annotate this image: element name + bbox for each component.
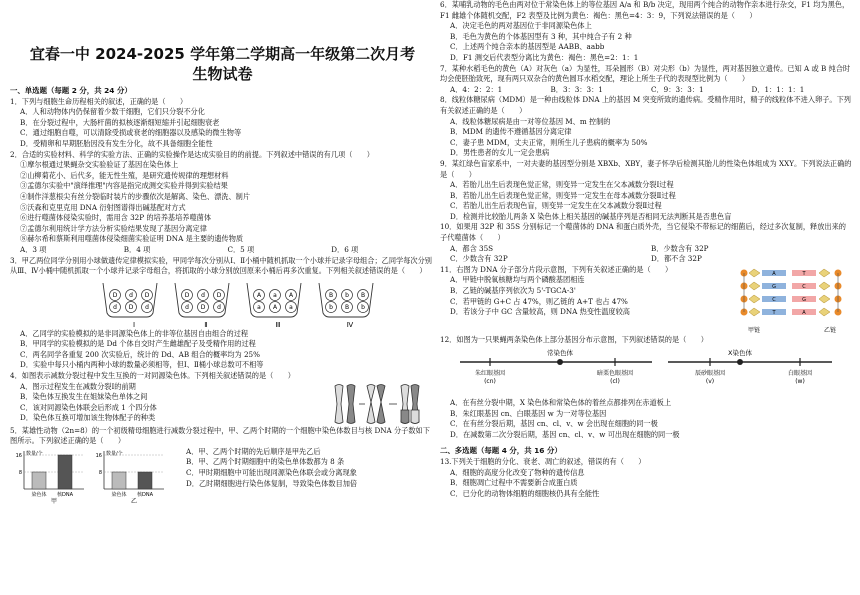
chart-name: 乙 [130, 497, 138, 505]
q11-option: A．甲链中脱氧核糖均与两个磷酸基团相连 [450, 275, 585, 285]
q9-option: D．检测并比较胎儿两条 X 染色体上相关基因的碱基序列是否相同无法判断其是否患色盲 [450, 211, 732, 221]
ball-label: D [184, 291, 189, 299]
q1-option: D．受精卵和早期胚胎因没有发生分化，故不具备细胞全能性 [20, 138, 213, 148]
q5-stem: 5．某雄性动物（2n=8）的一个初级精母细胞进行减数分裂过程中，甲、乙两个时期的一个细胞中染色体数目与核 DNA 分子数如下图所示。下列叙述正确的是（ ） [10, 425, 430, 446]
q7-option: A．4：2：2：1 [450, 84, 503, 94]
q8-option: B．MDM 的遗传不遵循基因分离定律 [450, 127, 572, 137]
base-letter: G [772, 283, 776, 290]
q2-options [10, 245, 435, 256]
q3-option: D．实验中每只小桶内两种小球的数量必须相等，但Ⅰ、Ⅱ桶小球总数可不相等 [20, 360, 264, 370]
q10-options-row [440, 254, 852, 265]
exam-subtitle: 生物试卷 [192, 65, 253, 83]
q13-option: B．细胞凋亡过程中不需要新合成蛋白质 [450, 478, 578, 488]
q5-option: A．甲、乙两个时期的先后顺序是甲先乙后 [186, 446, 321, 456]
ball-label: b [328, 303, 333, 311]
chart-bar [32, 472, 46, 489]
beaker-label: Ⅰ [132, 320, 135, 329]
chart-ylabel: 数量/个 [106, 450, 123, 457]
deoxyribose [819, 295, 830, 303]
ball-label: a [272, 291, 277, 299]
ball-label: B [344, 303, 349, 311]
q4-option: B．染色体互换发生在姐妹染色单体之间 [20, 392, 148, 402]
ball-label: A [256, 291, 261, 299]
ball-label: A [288, 291, 293, 299]
base-letter: G [802, 296, 806, 303]
q4-option: C．该对同源染色体联会后形成 1 个四分体 [20, 402, 157, 412]
q7-option: C．9：3：3：1 [651, 84, 704, 94]
chart-tick: 8 [98, 469, 102, 476]
ball-label: b [360, 303, 365, 311]
q10-option: A．都含 35S [450, 243, 494, 253]
q8-option: D．男性患者的女儿一定会患病 [450, 148, 550, 158]
gene-name: 暗栗色眼基因 [596, 370, 634, 378]
q2-item: ⑤沃森和克里克用 DNA 衍射图谱得出碱基配对方式 [20, 202, 186, 212]
strand-label-jia: 甲链 [747, 326, 761, 334]
chart-bar [138, 472, 152, 489]
deoxyribose [749, 282, 760, 290]
q9-stem: 9．某红绿色盲家系中，一对夫妻的基因型分别是 XBXb、XBY，妻子怀孕后检测其胎儿的性染色体组成为 XXY。下列说法正确的是（ ） [440, 158, 852, 179]
gene-name: 朱红眼基因 [474, 370, 506, 378]
q5-option: D．乙时期细胞进行染色体复制，导致染色体数目加倍 [186, 478, 358, 488]
chart-cat: 染色体 [31, 491, 47, 498]
gene-symbol: (w) [795, 378, 805, 386]
q11-stem: 11．右图为 DNA 分子部分片段示意图，下列有关叙述正确的是（ ） [440, 264, 673, 274]
q1-stem: 1．下列与细胞生命历程相关的叙述，正确的是（ ） [10, 96, 188, 106]
q4-stem: 4．如图表示减数分裂过程中发生互换的一对同源染色体。下列相关叙述错误的是（ ） [10, 371, 295, 381]
q7-option: D．1：1：1：1 [751, 84, 805, 94]
base-letter: C [772, 296, 776, 303]
q13-option: C．已分化的动物体细胞的细胞核仍具有全能性 [450, 488, 600, 498]
chart-cat: 核DNA [56, 491, 74, 498]
dna-fragment-figure [732, 265, 852, 335]
ball-label: d [184, 303, 189, 311]
crossover-chromosome-figure [325, 382, 435, 426]
q2-option: C．5 项 [227, 244, 255, 254]
beaker-label: Ⅲ [275, 320, 280, 329]
ball-label: a [288, 303, 293, 311]
q2-item: ③孟德尔实验中"演绎推理"内容是指完成测交实验并得到实验结果 [20, 181, 228, 191]
chart-name: 甲 [50, 497, 58, 505]
deoxyribose [819, 308, 830, 316]
q6-option: D．F1 测交后代表型分离比为黄色：褐色：黑色=2：1：1 [450, 52, 639, 62]
q8-option: C．妻子患 MDM，丈夫正常，则所生儿子患病的概率为 50% [450, 137, 648, 147]
q9-option: C．若胎儿出生后表现色盲，则变异一定发生在父本减数分裂Ⅱ过程 [450, 201, 662, 211]
right-column [440, 0, 852, 595]
q2-item: ①摩尔根通过果蝇杂交实验验证了基因在染色体上 [20, 160, 179, 170]
chart-tick: 16 [15, 452, 22, 459]
q7-option: B．3：3：3：1 [550, 84, 603, 94]
chart-bar [112, 472, 126, 489]
beakers-svg [93, 279, 393, 329]
q10-option: B．少数含有 32P [651, 243, 709, 253]
q8-option: A．线粒体糖尿病是由一对等位基因 M、m 控制的 [450, 116, 611, 126]
q5-option: B．甲、乙两个时期细胞中的染色单体数都为 8 条 [186, 457, 345, 467]
gene-symbol: (v) [705, 378, 715, 386]
q6-option: B．毛色为黄色的个体基因型有 3 种，其中纯合子有 2 种 [450, 31, 632, 41]
q1-option: B．在分裂过程中，大肠杆菌的拟核逐渐细短缩并引起细胞衰老 [20, 117, 220, 127]
q10-stem: 10．如果用 32P 和 35S 分别标记一个噬菌体的 DNA 和蛋白质外壳，当它侵染不带标记的细菌后，经过多次复制，释放出来的子代噬菌体（ ） [440, 222, 846, 243]
section-single-choice: 一、单选题（每题 2 分，共 24 分） [10, 86, 132, 95]
ball-label: B [328, 291, 333, 299]
q11-block [440, 265, 852, 335]
q9-option: A．若胎儿出生后表现色觉正常，则变异一定发生在父本减数分裂Ⅰ过程 [450, 180, 674, 190]
q4-option: A．图示过程发生在减数分裂Ⅰ的前期 [20, 381, 136, 391]
q8-stem: 8．线粒体糖尿病（MDM）是一种由线粒体 DNA 上的基因 M 突变所致的遗传病。受精作用时，精子的线粒体不进入卵子。下列有关叙述正确的是（ ） [440, 95, 851, 115]
left-column [10, 0, 435, 595]
section-multi-choice: 二、多选题（每题 4 分，共 16 分） [440, 446, 562, 456]
base-letter: A [772, 270, 776, 277]
gene-name: 白眼基因 [787, 370, 813, 378]
q12-option: C．在有丝分裂后期，基因 cn、cl、v、w 会出现在细胞的同一极 [450, 419, 658, 429]
gene-map-figure [440, 348, 852, 392]
ball-label: d [200, 291, 205, 299]
q13-stem: 13.下列关于细胞的分化、衰老、凋亡的叙述，错误的有（ ） [440, 457, 646, 466]
ball-label: D [112, 291, 117, 299]
q11-option: C．若甲链的 G+C 占 47%，则乙链的 A+T 也占 47% [450, 296, 628, 306]
exam-title: 宜春一中 2024-2025 学年第二学期高一年级第二次月考 [29, 45, 416, 63]
q10-option: C．少数含有 32P [450, 254, 508, 264]
q7-options [440, 85, 852, 96]
base-letter: T [802, 270, 806, 277]
chart-ylabel: 数量/个 [26, 450, 43, 457]
q3-stem: 3．甲乙两位同学分别用小球做遗传定律模拟实验，甲同学每次分别从Ⅰ、Ⅱ小桶中随机抓取一个小球并记录字母组合；乙同学每次分别从Ⅲ、Ⅳ小桶中随机抓取一个小球并记录字母组合，将抓取的小球分别放回原来小桶后再多次重复。下列相关叙述错误的是（ ） [10, 255, 432, 276]
q6-option: C．上述两个纯合亲本的基因型是 AABB、aabb [450, 42, 605, 52]
ball-label: D [216, 291, 221, 299]
base-letter: A [802, 309, 806, 316]
chart-bar [58, 455, 72, 489]
deoxyribose [749, 308, 760, 316]
chart-cat: 染色体 [111, 491, 127, 498]
q2-item: ④制作洋葱根尖有丝分裂临时装片的步骤依次是解离、染色、漂洗、制片 [20, 191, 251, 201]
ball-label: D [128, 303, 133, 311]
q5-bar-charts [10, 447, 170, 505]
chart-cat: 核DNA [136, 491, 154, 498]
q11-option: B．乙链的碱基序列依次为 5'-TGCA-3' [450, 286, 576, 296]
ball-label: B [360, 291, 365, 299]
chart-tick: 16 [95, 452, 102, 459]
q10-options-row [440, 244, 852, 255]
q4-block [10, 382, 435, 426]
ball-label: d [112, 303, 117, 311]
q2-item: ②山柳菊花小、后代多，能无性生殖，是研究遗传规律的理想材料 [20, 170, 229, 180]
q1-option: C．通过细胞自噬，可以清除受损或衰老的细胞器以及感染的微生物等 [20, 128, 242, 138]
ball-label: b [344, 291, 349, 299]
gene-symbol: (cl) [610, 378, 620, 386]
q5-option: C．甲时期细胞中可能出现同源染色体联会或分离现象 [186, 468, 357, 478]
q2-item: ⑥进行噬菌体侵染实验时，需用含 32P 的培养基培养噬菌体 [20, 213, 212, 223]
ball-label: d [144, 303, 149, 311]
q4-option: D．染色体互换可增加该生物体配子的种类 [20, 413, 156, 423]
beaker [319, 283, 373, 329]
q7-stem: 7．某种水稻毛色的黄色（A）对灰色（a）为显性，耳朵圆形（B）对尖形（b）为显性，两对基因独立遗传。已知 A 或 B 纯合时均会使胚胎致死，现有两只双杂合的黄色圆耳水稻交配，理论上所生子代的表现型比例为（ ） [440, 63, 851, 84]
beaker-label: Ⅳ [346, 320, 353, 329]
q3-beakers-figure [50, 279, 435, 329]
x-chromosome-label: X染色体 [728, 349, 752, 358]
ball-label: A [272, 303, 277, 311]
q6-option: A．决定毛色的两对基因位于非同源染色体上 [450, 21, 592, 31]
q6-stem: 6．某哺乳动物的毛色由两对位于常染色体上的等位基因 A/a 和 B/b 决定，现用两个纯合的动物作亲本进行杂交，F1 均为黑色，F1 雌雄个体随机交配，F2 表型及比例为黄色：褐色：黑色=4：3：9，下列说法错误的是（ ） [440, 0, 850, 20]
q12-stem: 12．如图为一只果蝇两条染色体上部分基因分布示意图，下列叙述错误的是（ ） [440, 334, 708, 344]
strand-label-yi: 乙链 [823, 326, 837, 334]
base-letter: T [772, 309, 776, 316]
q5-block [10, 447, 435, 505]
q3-option: C．两名同学各重复 200 次实验后，统计的 Dd、AB 组合的概率均为 25% [20, 349, 260, 359]
gene-symbol: (cn) [484, 378, 496, 386]
ball-label: D [200, 303, 205, 311]
chart-tick: 8 [18, 469, 22, 476]
q2-option: B．4 项 [123, 244, 151, 254]
q1-option: A．人和动物体内仍保留着少数干细胞，它们只分裂不分化 [20, 107, 205, 117]
beaker [247, 283, 301, 329]
deoxyribose [749, 295, 760, 303]
ball-label: d [128, 291, 133, 299]
q12-option: D．在减数第二次分裂后期，基因 cn、cl、v、w 可出现在细胞的同一极 [450, 429, 680, 439]
q2-option: D．6 项 [331, 244, 359, 254]
q2-item: ⑧赫尔希和蔡斯利用噬菌体侵染细菌实验证明 DNA 是主要的遗传物质 [20, 234, 244, 244]
gene-name: 辰砂眼基因 [694, 370, 726, 378]
q2-item: ⑦孟德尔利用统计学方法分析实验结果发现了基因分离定律 [20, 223, 207, 233]
q13-option: A．细胞的高度分化改变了物种的遗传信息 [450, 467, 585, 477]
autosome-label: 常染色体 [547, 349, 573, 358]
q12-option: B．朱红眼基因 cn、白眼基因 w 为一对等位基因 [450, 408, 607, 418]
q2-option: A．3 项 [20, 244, 47, 254]
deoxyribose [819, 282, 830, 290]
q12-option: A．在有丝分裂中期，X 染色体和常染色体的着丝点都排列在赤道板上 [450, 398, 672, 408]
ball-label: a [256, 303, 261, 311]
beaker [103, 283, 157, 329]
q3-option: B．甲同学的实验模拟的是 Dd 个体自交时产生雌雄配子及受精作用的过程 [20, 339, 256, 349]
q11-option: D．若该分子中 GC 含量较高，则 DNA 热变性温度较高 [450, 307, 630, 317]
beaker-label: Ⅱ [203, 320, 208, 329]
base-letter: C [802, 283, 806, 290]
deoxyribose [749, 269, 760, 277]
deoxyribose [819, 269, 830, 277]
ball-label: d [216, 303, 221, 311]
ball-label: D [144, 291, 149, 299]
q3-option: A．乙同学的实验模拟的是非同源染色体上的非等位基因自由组合的过程 [20, 328, 249, 338]
q2-stem: 2．合适的实验材料、科学的实验方法、正确的实验操作是达成实验目的的前提。下列叙述中错误的有几项（ ） [10, 149, 374, 159]
beaker [175, 283, 229, 329]
q9-option: B．若胎儿出生后表现色觉正常，则变异一定发生在母本减数分裂Ⅱ过程 [450, 190, 676, 200]
q10-option: D．都不含 32P [651, 254, 702, 264]
